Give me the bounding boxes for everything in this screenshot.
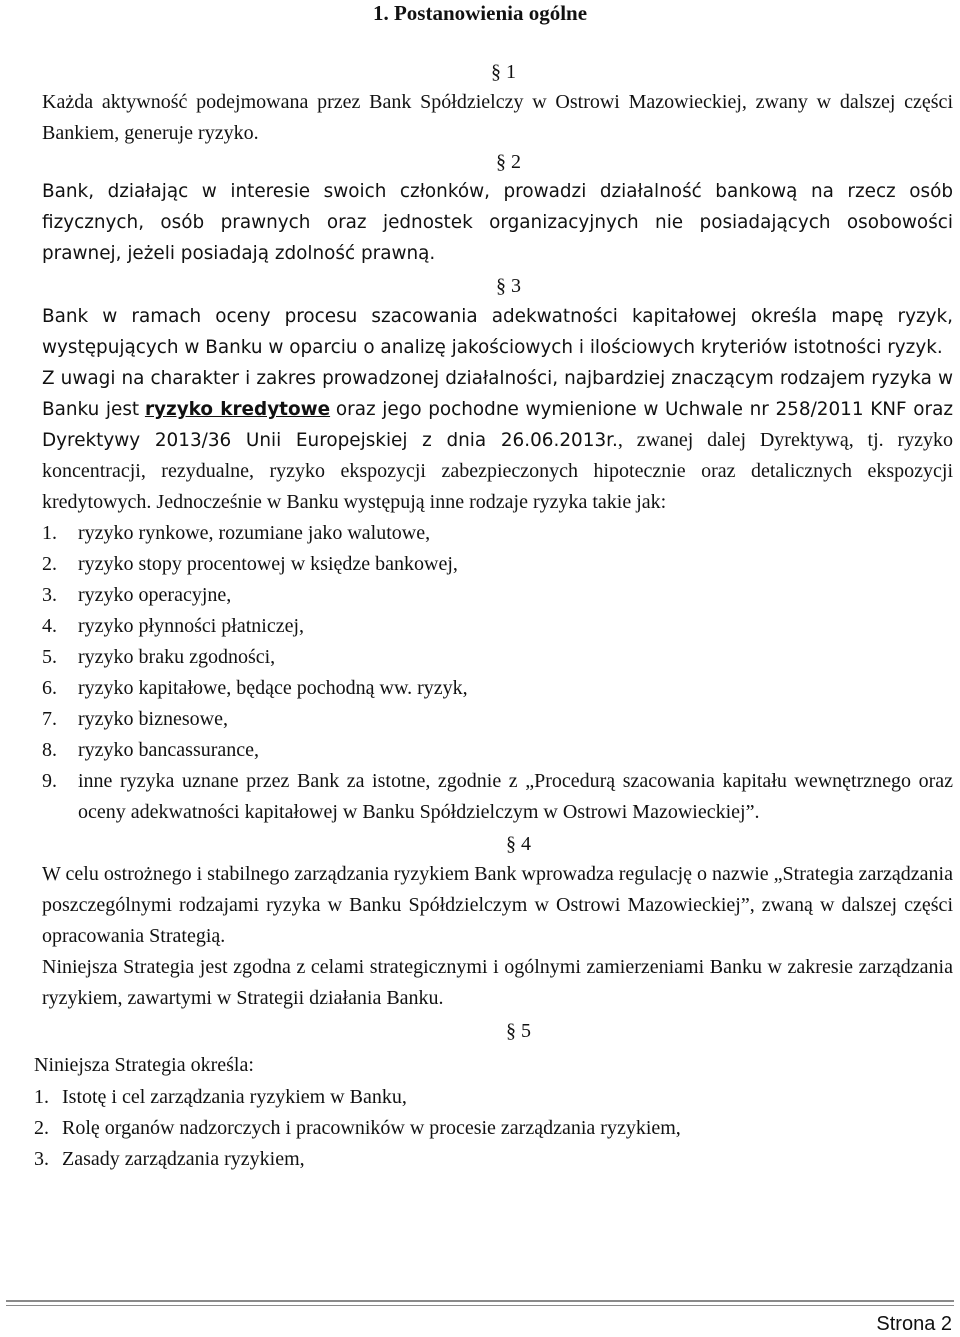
section-sign-5: § 5 [506, 1020, 531, 1042]
risk-types-list [42, 518, 953, 828]
list-item-text: ryzyko rynkowe, rozumiane jako walutowe, [78, 522, 431, 544]
section-3-paragraph-2 [42, 363, 953, 518]
list-item [42, 735, 953, 766]
list-item [42, 766, 953, 828]
list-number: 3. [42, 584, 57, 606]
section-4-text: W celu ostrożnego i stabilnego zarządzania ryzykiem Bank wprowadza regulację o nazwie „Strategia zarządzania poszczególnymi rodzajami ryzyka w Banku Spółdzielczym w Ostrowi Mazowieckiej”, zwaną w dalszej części opracowania Strategią. [42, 863, 953, 947]
section-sign-3: § 3 [496, 275, 521, 297]
list-number: 8. [42, 739, 57, 761]
strategy-scope-list [34, 1082, 953, 1175]
list-item-text: ryzyko płynności płatniczej, [78, 615, 305, 637]
list-item-text: Istotę i cel zarządzania ryzykiem w Banku, [62, 1086, 407, 1108]
list-item [42, 642, 953, 673]
section-3-p2-part-d: , zwanej dalej Dyrektywą, tj. ryzyko koncentracji, rezydualne, ryzyko ekspozycji zabezpieczonych hipotecznie oraz detalicznych ekspozycji kredytowych. Jednocześnie w Banku występują inne rodzaje ryzyka takie jak: [42, 429, 954, 513]
list-number: 9. [42, 770, 57, 792]
list-item [34, 1144, 953, 1175]
list-item [42, 673, 953, 704]
list-number: 7. [42, 708, 57, 730]
list-number: 1. [34, 1086, 49, 1108]
list-item-text: ryzyko bancassurance, [78, 739, 260, 761]
section-4-text-2: Niniejsza Strategia jest zgodna z celami strategicznymi i ogólnymi zamierzeniami Banku w zakresie zarządzania ryzykiem, zawartymi w Strategii działania Banku. [42, 956, 953, 1009]
section-sign-1: § 1 [491, 61, 516, 83]
list-number: 1. [42, 522, 57, 544]
section-3-p2-part-b: oraz jego pochodne wymienione w Uchwale nr 258/2011 KNF oraz [335, 399, 953, 420]
credit-risk-highlight: ryzyko kredytowe [144, 399, 331, 420]
list-item-text: ryzyko stopy procentowej w księdze bankowej, [78, 553, 458, 575]
list-number: 3. [34, 1148, 49, 1170]
list-number: 2. [34, 1117, 49, 1139]
list-item [42, 549, 953, 580]
list-item [34, 1113, 953, 1144]
list-number: 2. [42, 553, 57, 575]
list-item-text: inne ryzyka uznane przez Bank za istotne, zgodnie z „Procedurą szacowania kapitału wewnętrznego oraz oceny adekwatności kapitałowej w Banku Spółdzielczym w Ostrowi Mazowieckiej”. [78, 770, 953, 823]
list-number: 5. [42, 646, 57, 668]
section-sign-4: § 4 [506, 833, 531, 855]
list-item [34, 1082, 953, 1113]
list-item-text: Zasady zarządzania ryzykiem, [62, 1148, 305, 1170]
page-title: 1. Postanowienia ogólne [372, 1, 588, 25]
section-2-text: Bank, działając w interesie swoich członków, prowadzi działalność bankową na rzecz osób fizycznych, osób prawnych oraz jednostek organizacyjnych nie posiadających osobowości prawnej, jeżeli posiadają zdolność prawną. [42, 181, 953, 264]
section-3-text: Bank w ramach oceny procesu szacowania adekwatności kapitałowej określa mapę ryzyk, występujących w Banku w oparciu o analizę jakościowych i ilościowych kryteriów istotności ryzyk. [42, 306, 953, 358]
footer-divider [6, 1300, 954, 1302]
list-item-text: ryzyko braku zgodności, [78, 646, 276, 668]
list-item-text: ryzyko biznesowe, [78, 708, 228, 730]
list-item-text: ryzyko operacyjne, [78, 584, 232, 606]
list-item [42, 704, 953, 735]
section-1-text: Każda aktywność podejmowana przez Bank Spółdzielczy w Ostrowi Mazowieckiej, zwany w dalszej części Bankiem, generuje ryzyko. [42, 91, 953, 144]
section-3-p2-part-a: Z uwagi na charakter i zakres prowadzonej działalności, najbardziej znaczącym rodzajem ryzyka w Banku jest [42, 368, 953, 420]
list-item [42, 580, 953, 611]
section-3-p2-part-c: Dyrektywy 2013/36 Unii Europejskiej z dnia 26.06.2013r. [42, 430, 618, 451]
list-number: 4. [42, 615, 57, 637]
document-body [34, 58, 954, 1175]
list-item [42, 518, 953, 549]
list-item-text: ryzyko kapitałowe, będące pochodną ww. ryzyk, [78, 677, 468, 699]
list-item-text: Rolę organów nadzorczych i pracowników w procesie zarządzania ryzykiem, [62, 1117, 681, 1139]
section-5-intro: Niniejsza Strategia określa: [34, 1054, 254, 1076]
footer-divider-thin [6, 1305, 954, 1306]
section-sign-2: § 2 [496, 151, 521, 173]
list-number: 6. [42, 677, 57, 699]
page-number: Strona 2 [876, 1313, 952, 1335]
list-item [42, 611, 953, 642]
